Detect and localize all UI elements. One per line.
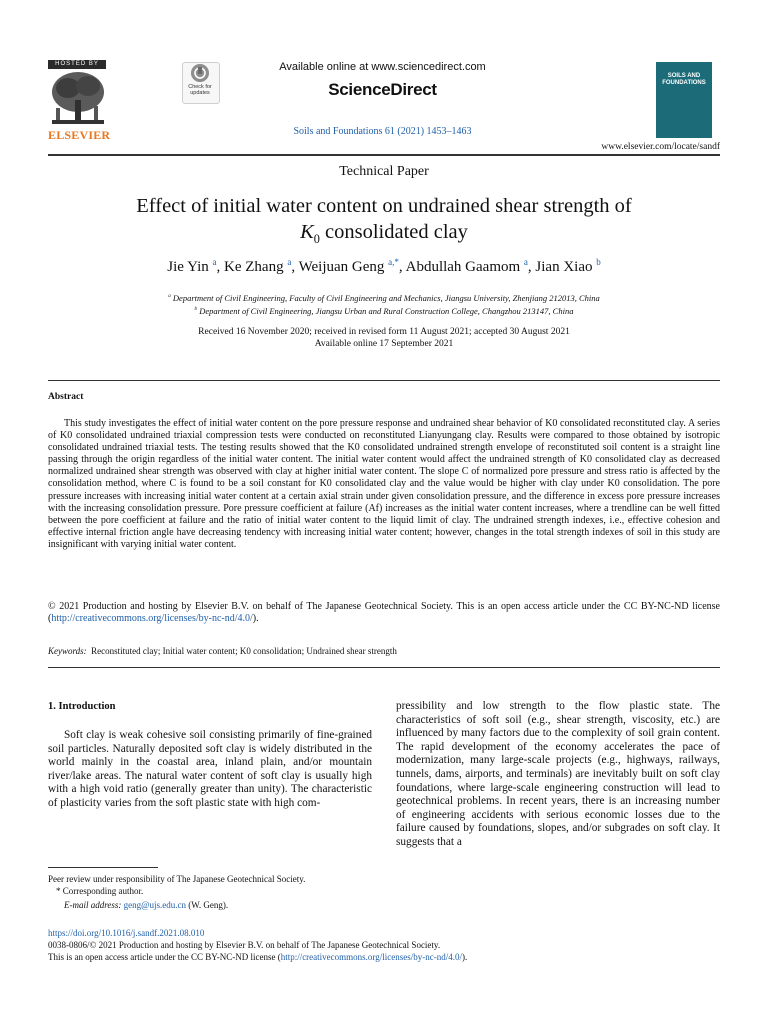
abstract-text: This study investigates the effect of initial water content on the pore pressure response and undrained shear behavior of K0 consolidated reconstituted clay. A series of K0 consolidated undrained triaxial compression tests were conducted on reconstituted Lianyungang clay. Results were compared to those obtained by isotropic consolidated undrained triaxial tests. The testing results showed that the K0 consolidated undrained strength envelope of reconstituted soil content is a straight line passing through the origin regardless of the initial water content. The initial water content would affect the undrained strength of K0 consolidated clay as decreased normalized undrained shear strength was observed with clay at higher initial water content. The slope C of normalized pore pressure and stress ratio is affected by the consolidation method, where C is found to be a soil constant for K0 consolidated clay and the value would be higher with clay under K0 consolidation. The pore pressure increases with increasing initial water content at a certain axial strain under given consolidation pressure, and the difference in excess pore pressure increases with the increasing consolidation pressure. Pore pressure coefficient at failure (Af) increases as the initial water content increases, where a trendline can be well fitted between the pore coefficient at failure and the ratio of initial water content to the liquid limit of clay. The undrained strength indexes, i.e., effective cohesion and effective internal friction angle have decreasing tendency with increasing initial water content; however, changes in the total strength indexes of soil in this study are insignificant with varying initial water content.	[48, 418, 720, 550]
author-affiliation-marker[interactable]: b	[596, 257, 601, 267]
available-online-date: Available online 17 September 2021	[314, 339, 454, 349]
copyright-text: © 2021 Production and hosting by Elsevier B.V. on behalf of The Japanese Geotechnical Society. This is an open access article under the CC BY-NC-ND license (	[48, 601, 720, 625]
title-k-symbol: K	[300, 221, 314, 243]
open-access-license-link[interactable]: http://creativecommons.org/licenses/by-nc-nd/4.0/	[280, 952, 462, 962]
hosted-by-label: HOSTED BY	[48, 60, 106, 69]
corresponding-author-footnote: * Corresponding author.	[56, 886, 144, 896]
body-left-column	[48, 729, 372, 811]
elsevier-wordmark: ELSEVIER	[48, 128, 111, 142]
author-affiliation-marker[interactable]: a	[212, 257, 217, 267]
affiliation-a: $^a$ Department of Civil Engineering, Faculty of Civil Engineering and Mechanics, Jiangsu University, Zhenjiang 212013, China	[168, 293, 600, 303]
check-for-updates-label: Check for updates	[188, 84, 212, 96]
affiliation-b-text: Department of Civil Engineering, Jiangsu Urban and Rural Construction College, Changzhou 213147, China	[199, 306, 574, 316]
copyright-suffix: ).	[252, 613, 259, 625]
author-affiliation-marker[interactable]: a,*	[388, 257, 399, 267]
paper-title-line1: Effect of initial water content on undrained shear strength of	[136, 195, 632, 217]
open-access-text: This is an open access article under the CC BY-NC-ND license (	[48, 952, 281, 962]
author-affiliation-marker[interactable]: a	[523, 257, 528, 267]
peer-review-footnote: Peer review under responsibility of The Japanese Geotechnical Society.	[48, 874, 306, 884]
available-online-text: Available online at www.sciencedirect.com	[279, 61, 486, 73]
journal-cover-title: SOILS AND FOUNDATIONS	[662, 73, 706, 86]
email-link[interactable]: geng@ujs.edu.cn	[123, 900, 186, 910]
section-heading-introduction: 1. Introduction	[48, 701, 116, 712]
keywords-list: Reconstituted clay; Initial water content; K0 consolidation; Undrained shear strength	[91, 646, 397, 656]
abstract-bottom-divider	[48, 667, 720, 668]
affiliation-a-text: Department of Civil Engineering, Faculty of Civil Engineering and Mechanics, Jiangsu University, Zhenjiang 212013, China	[172, 293, 600, 303]
keywords-label: Keywords:	[48, 646, 87, 656]
email-suffix: (W. Geng).	[188, 900, 229, 910]
title-line2-text: consolidated clay	[319, 221, 468, 243]
copyright-notice	[48, 601, 720, 625]
journal-homepage-url[interactable]: www.elsevier.com/locate/sandf	[601, 142, 720, 152]
body-right-column: pressibility and low strength to the flow plastic state. The characteristics of soft soil (e.g., shear strength, viscosity, etc.) are influenced by many factors due to the complexity of soil grain content. The rapid development of the economy accelerates the pace of modernization, many large-scale projects (e.g., highways, railways, tunnels, dams, airports, and terminals) are inevitably built on soft clay foundations, where large-scale engineering construction will lead to geotechnical problems. In recent years, there is an increasing number of engineering accidents with serious economic losses due to the failure caused by foundations, slopes, and/or subgrades on soft clay. It suggests that a	[396, 700, 720, 848]
footnote-divider	[48, 867, 158, 868]
author-name[interactable]: Jie Yin	[167, 259, 209, 275]
bookmark-refresh-icon	[191, 64, 209, 82]
open-access-line	[48, 952, 467, 962]
author-name[interactable]: Ke Zhang	[224, 259, 284, 275]
keywords-line	[48, 646, 720, 656]
header-divider	[48, 154, 720, 156]
abstract-heading: Abstract	[48, 392, 84, 402]
author-affiliation-marker[interactable]: a	[287, 257, 292, 267]
article-type: Technical Paper	[339, 164, 429, 179]
email-label: E-mail address:	[64, 900, 122, 910]
title-k-subscript: 0	[313, 232, 320, 247]
author-name[interactable]: Jian Xiao	[535, 259, 593, 275]
received-dates: Received 16 November 2020; received in revised form 11 August 2021; accepted 30 August 2021	[198, 327, 570, 337]
author-name[interactable]: Abdullah Gaamom	[405, 259, 521, 275]
affiliation-b: $^b$ Department of Civil Engineering, Jiangsu Urban and Rural Construction College, Changzhou 213147, China	[194, 306, 574, 316]
abstract-top-divider	[48, 380, 720, 381]
author-list: Jie Yin $^a$, Ke Zhang $^a$, Weijuan Geng $^{a,*}$, Abdullah Gaamom $^a$, Jian Xiao $^b$	[167, 257, 601, 275]
abstract-body	[48, 418, 720, 551]
author-name[interactable]: Weijuan Geng	[298, 259, 385, 275]
email-footnote	[64, 900, 228, 910]
left-column-text: Soft clay is weak cohesive soil consisting primarily of fine-grained soil particles. Naturally deposited soft clay is widely distributed in the world mainly in the coastal area, inland plain, and/or mountain river/lake areas. The natural water content of soft clay is usually high with a high void ratio (generally greater than unity). The characteristic of plasticity varies from the soft plastic state with high com-	[48, 729, 372, 809]
issn-line: 0038-0806/© 2021 Production and hosting by Elsevier B.V. on behalf of The Japanese Geotechnical Society.	[48, 940, 441, 950]
sciencedirect-logo: ScienceDirect	[328, 80, 437, 99]
license-link[interactable]: http://creativecommons.org/licenses/by-nc-nd/4.0/	[51, 613, 253, 625]
doi-link[interactable]: https://doi.org/10.1016/j.sandf.2021.08.010	[48, 928, 205, 938]
paper-title-line2	[48, 221, 720, 247]
journal-reference-link[interactable]: Soils and Foundations 61 (2021) 1453–1463	[293, 126, 472, 137]
open-access-suffix: ).	[461, 952, 468, 962]
